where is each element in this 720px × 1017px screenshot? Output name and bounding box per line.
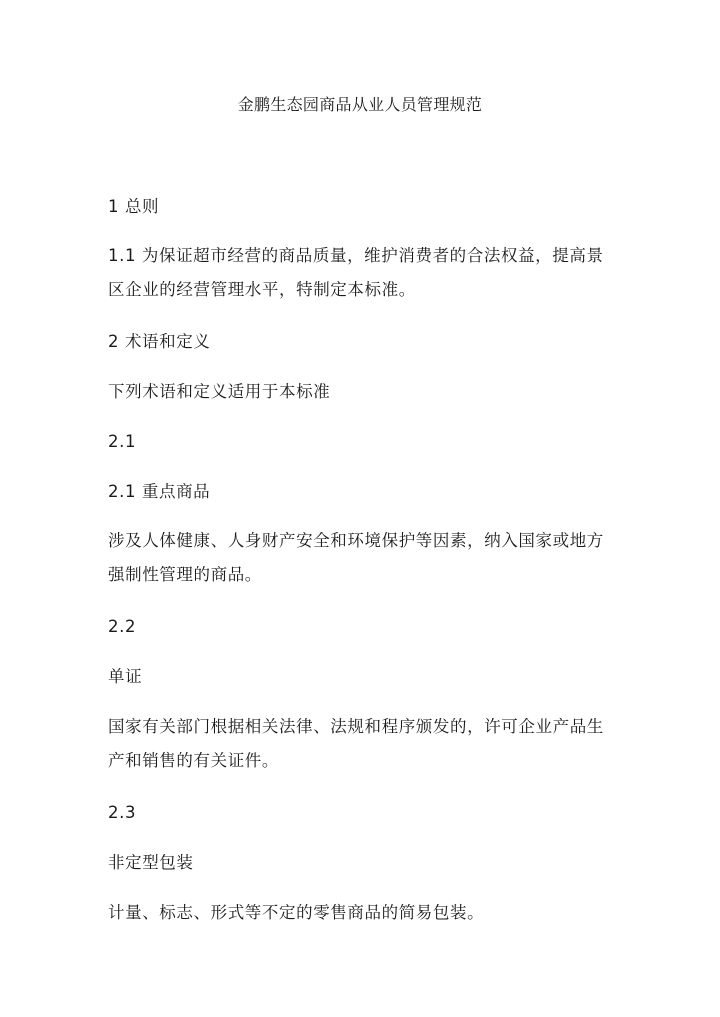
clause-number-2-1: 2.1: [108, 432, 137, 451]
term-heading-key-goods: 2.1 重点商品: [108, 482, 211, 501]
paragraph-key-goods-definition: 涉及人体健康、人身财产安全和环境保护等因素，纳入国家或地方强制性管理的商品。: [108, 531, 604, 584]
section-heading-terms: 2 术语和定义: [108, 332, 211, 351]
paragraph-1-1: 1.1 为保证超市经营的商品质量，维护消费者的合法权益，提高景区企业的经营管理水平，特制定本标准。: [108, 246, 604, 299]
term-heading-packaging: 非定型包装: [108, 853, 194, 872]
paragraph-documents-definition: 国家有关部门根据相关法律、法规和程序颁发的，许可企业产品生产和销售的有关证件。: [108, 717, 604, 770]
paragraph-terms-intro: 下列术语和定义适用于本标准: [108, 382, 331, 401]
term-heading-documents: 单证: [108, 667, 143, 686]
clause-number-2-3: 2.3: [108, 803, 137, 822]
document-title: 金鹏生态园商品从业人员管理规范: [237, 95, 483, 114]
clause-number-2-2: 2.2: [108, 617, 137, 636]
section-heading-general: 1 总则: [108, 197, 160, 216]
paragraph-packaging-definition: 计量、标志、形式等不定的零售商品的简易包装。: [108, 903, 485, 922]
